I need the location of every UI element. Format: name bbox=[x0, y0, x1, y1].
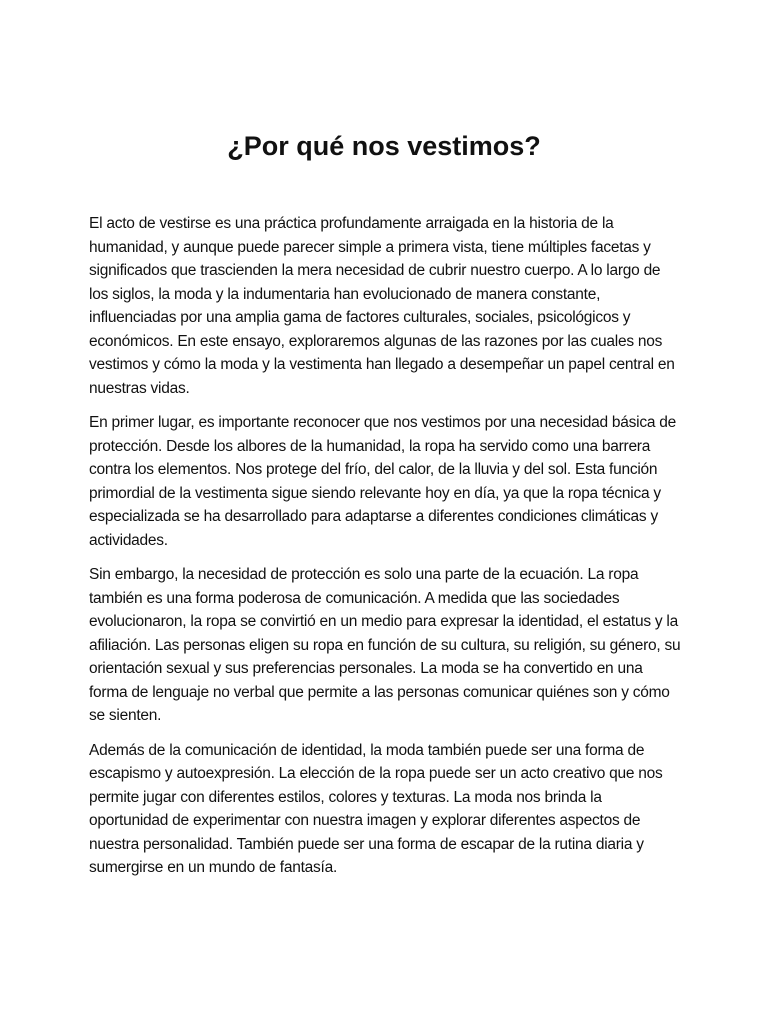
paragraph-intro: El acto de vestirse es una práctica profundamente arraigada en la historia de la humanidad, y aunque puede parecer simple a primera vista, tiene múltiples facetas y significados que trascienden la mera necesidad de cubrir nuestro cuerpo. A lo largo de los siglos, la moda y la indumentaria han evolucionado de manera constante, influenciadas por una amplia gama de factores culturales, sociales, psicológicos y económicos. En este ensayo, exploraremos algunas de las razones por las cuales nos vestimos y cómo la moda y la vestimenta han llegado a desempeñar un papel central en nuestras vidas. bbox=[89, 215, 675, 397]
paragraph-self-expression: Además de la comunicación de identidad, la moda también puede ser una forma de escapismo y autoexpresión. La elección de la ropa puede ser un acto creativo que nos permite jugar con diferentes estilos, colores y texturas. La moda nos brinda la oportunidad de experimentar con nuestra imagen y explorar diferentes aspectos de nuestra personalidad. También puede ser una forma de escapar de la rutina diaria y sumergirse en un mundo de fantasía. bbox=[89, 741, 663, 876]
document-title: ¿Por qué nos vestimos? bbox=[227, 131, 541, 161]
paragraph-protection: En primer lugar, es importante reconocer que nos vestimos por una necesidad básica de protección. Desde los albores de la humanidad, la ropa ha servido como una barrera contra los elementos. Nos protege del frío, del calor, de la lluvia y del sol. Esta función primordial de la vestimenta sigue siendo relevante hoy en día, ya que la ropa técnica y especializada se ha desarrollado para adaptarse a diferentes condiciones climáticas y actividades. bbox=[89, 414, 677, 549]
paragraph-communication: Sin embargo, la necesidad de protección es solo una parte de la ecuación. La ropa también es una forma poderosa de comunicación. A medida que las sociedades evolucionaron, la ropa se convirtió en un medio para expresar la identidad, el estatus y la afiliación. Las personas eligen su ropa en función de su cultura, su religión, su género, su orientación sexual y sus preferencias personales. La moda se ha convertido en una forma de lenguaje no verbal que permite a las personas comunicar quiénes son y cómo se sienten. bbox=[89, 566, 681, 724]
document-body bbox=[89, 212, 683, 891]
